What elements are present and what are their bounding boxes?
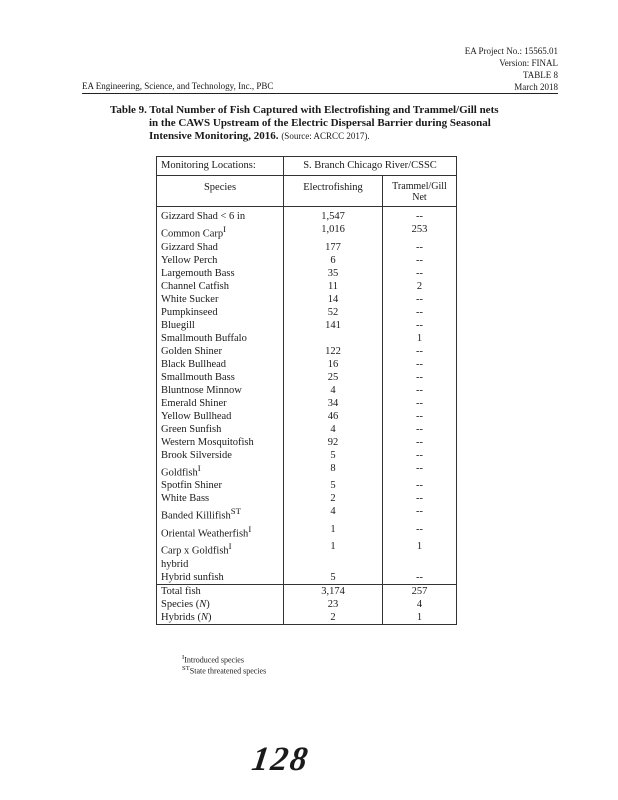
summary-label: Species ( (161, 598, 200, 610)
table-row (157, 479, 457, 492)
species-cell (157, 207, 284, 224)
electrofishing-count: 35 (284, 267, 383, 280)
species-name: Bluegill (161, 319, 195, 331)
footnote-mark-threatened: ST (182, 665, 190, 672)
trammel-gill-count: -- (383, 423, 457, 436)
species-cell (157, 332, 284, 345)
column-header-row (157, 176, 457, 207)
table-reference: TABLE 8 (522, 70, 558, 80)
table-row (157, 223, 457, 241)
electrofishing-count: 2 (284, 492, 383, 505)
species-name: Golden Shiner (161, 345, 222, 357)
table-caption (110, 104, 530, 143)
species-name: Smallmouth Buffalo (161, 332, 247, 344)
species-cell (157, 449, 284, 462)
species-name: Green Sunfish (161, 423, 222, 435)
trammel-gill-count: -- (383, 358, 457, 371)
table-row (157, 462, 457, 480)
table-row (157, 410, 457, 423)
species-name: Bluntnose Minnow (161, 384, 242, 396)
species-cell (157, 540, 284, 571)
species-cell (157, 436, 284, 449)
trammel-gill-count: -- (383, 397, 457, 410)
species-name: White Bass (161, 493, 210, 504)
species-cell (157, 397, 284, 410)
trammel-gill-summary: 1 (383, 611, 457, 625)
table-row (157, 319, 457, 332)
summary-label: Total fish (161, 585, 201, 597)
electrofishing-summary: 23 (284, 598, 383, 611)
electrofishing-count: 177 (284, 241, 383, 254)
species-cell (157, 223, 284, 241)
trammel-gill-count: 1 (383, 540, 457, 571)
species-name: Black Bullhead (161, 358, 227, 370)
header-species: Species (157, 176, 284, 207)
summary-label-cell (157, 598, 284, 611)
species-name-continued: hybrid (161, 558, 189, 570)
table-row (157, 371, 457, 384)
species-name: White Sucker (161, 293, 219, 305)
trammel-gill-count: -- (383, 267, 457, 280)
electrofishing-count: 92 (284, 436, 383, 449)
electrofishing-count: 6 (284, 254, 383, 267)
species-footnote-mark: I (197, 462, 201, 473)
species-cell (157, 410, 284, 423)
summary-label-italic: N (200, 611, 208, 623)
species-cell (157, 267, 284, 280)
location-row (157, 157, 457, 176)
species-name: Spotfin Shiner (161, 480, 222, 491)
electrofishing-count: 5 (284, 571, 383, 585)
species-name: Brook Silverside (161, 449, 232, 461)
species-name: Gizzard Shad < 6 in (161, 211, 246, 222)
species-cell (157, 371, 284, 384)
species-name: Goldfish (161, 467, 198, 478)
table-row (157, 492, 457, 505)
electrofishing-count: 1,547 (284, 207, 383, 224)
summary-label: Hybrids ( (161, 611, 201, 623)
footnote-threatened (182, 664, 266, 677)
table-row (157, 505, 457, 523)
species-name: Yellow Perch (161, 254, 218, 266)
caption-line-3-text: Intensive Monitoring, 2016. (149, 130, 279, 142)
table-row (157, 384, 457, 397)
trammel-gill-summary: 4 (383, 598, 457, 611)
species-cell (157, 505, 284, 523)
species-name: Western Mosquitofish (161, 436, 254, 448)
summary-label-tail: ) (207, 611, 212, 623)
trammel-gill-count: -- (383, 479, 457, 492)
species-footnote-mark: I (228, 541, 232, 551)
summary-row (157, 598, 457, 611)
trammel-gill-count: -- (383, 492, 457, 505)
table-row (157, 358, 457, 371)
project-number: EA Project No.: 15565.01 (464, 46, 558, 56)
species-name: Carp x Goldfish (161, 545, 229, 557)
species-cell (157, 423, 284, 436)
electrofishing-count (284, 332, 383, 345)
table-row (157, 397, 457, 410)
summary-row (157, 584, 457, 598)
species-cell (157, 345, 284, 358)
summary-label-cell (157, 611, 284, 625)
species-name: Common Carp (161, 228, 224, 240)
trammel-gill-count: -- (383, 436, 457, 449)
species-cell (157, 571, 284, 585)
electrofishing-count: 5 (284, 449, 383, 462)
trammel-gill-count: -- (383, 571, 457, 585)
trammel-gill-count: -- (383, 505, 457, 523)
table-row (157, 436, 457, 449)
trammel-gill-count: -- (383, 254, 457, 267)
project-info-block (465, 45, 558, 93)
trammel-gill-count: -- (383, 462, 457, 480)
trammel-gill-count: 1 (383, 332, 457, 345)
species-name: Hybrid sunfish (161, 571, 224, 583)
species-name: Gizzard Shad (161, 241, 218, 253)
caption-source: (Source: ACRCC 2017). (281, 131, 370, 141)
company-name: EA Engineering, Science, and Technology, Inc., PBC (82, 81, 274, 91)
electrofishing-summary: 2 (284, 611, 383, 625)
species-name: Oriental Weatherfish (161, 528, 249, 539)
table-row (157, 306, 457, 319)
species-name: Banded Killifish (161, 510, 231, 522)
trammel-gill-count: -- (383, 449, 457, 462)
species-name: Channel Catfish (161, 280, 229, 292)
trammel-gill-count: -- (383, 345, 457, 358)
table-row (157, 449, 457, 462)
electrofishing-count: 4 (284, 505, 383, 523)
species-footnote-mark: I (223, 224, 227, 234)
header-rule (82, 93, 558, 94)
species-cell (157, 241, 284, 254)
table-row (157, 332, 457, 345)
species-cell (157, 306, 284, 319)
table-row (157, 241, 457, 254)
electrofishing-count: 4 (284, 423, 383, 436)
trammel-gill-count: -- (383, 523, 457, 541)
header-trammel-gill-net: Trammel/Gill Net (383, 176, 457, 207)
summary-label-tail: ) (206, 598, 210, 610)
species-cell (157, 479, 284, 492)
species-cell (157, 280, 284, 293)
electrofishing-count: 1,016 (284, 223, 383, 241)
electrofishing-count: 4 (284, 384, 383, 397)
electrofishing-count: 11 (284, 280, 383, 293)
species-footnote-mark: I (248, 523, 252, 534)
document-date: March 2018 (514, 82, 558, 92)
species-cell (157, 523, 284, 541)
table-row (157, 540, 457, 571)
table-row (157, 523, 457, 541)
trammel-gill-count: -- (383, 410, 457, 423)
document-version: Version: FINAL (499, 58, 558, 68)
species-name: Largemouth Bass (161, 267, 235, 279)
table-row (157, 254, 457, 267)
table-row (157, 423, 457, 436)
species-cell (157, 358, 284, 371)
table-row (157, 345, 457, 358)
species-cell (157, 293, 284, 306)
species-cell (157, 254, 284, 267)
trammel-gill-count: -- (383, 293, 457, 306)
electrofishing-count: 52 (284, 306, 383, 319)
caption-line-3 (110, 130, 530, 143)
electrofishing-count: 16 (284, 358, 383, 371)
species-footnote-mark: ST (230, 506, 241, 516)
species-cell (157, 384, 284, 397)
trammel-gill-count: -- (383, 306, 457, 319)
species-name: Smallmouth Bass (161, 371, 235, 383)
table-row (157, 280, 457, 293)
summary-label-cell (157, 584, 284, 598)
caption-line-1: Table 9. Total Number of Fish Captured with Electrofishing and Trammel/Gill nets (110, 104, 499, 116)
trammel-gill-count: -- (383, 207, 457, 224)
trammel-gill-count: -- (383, 319, 457, 332)
summary-row (157, 611, 457, 625)
electrofishing-count: 34 (284, 397, 383, 410)
trammel-gill-count: 253 (383, 223, 457, 241)
electrofishing-count: 141 (284, 319, 383, 332)
location-label: Monitoring Locations: (157, 157, 284, 176)
table-row (157, 571, 457, 585)
species-cell (157, 462, 284, 480)
electrofishing-count: 25 (284, 371, 383, 384)
header-electrofishing: Electrofishing (284, 176, 383, 207)
electrofishing-count: 8 (284, 462, 383, 480)
fish-capture-table (156, 156, 457, 625)
footnote-introduced-text: Introduced species (184, 655, 244, 665)
electrofishing-summary: 3,174 (284, 584, 383, 598)
summary-label-italic: N (199, 598, 207, 610)
electrofishing-count: 1 (284, 523, 383, 541)
trammel-gill-count: 2 (383, 280, 457, 293)
species-cell (157, 319, 284, 332)
table-row (157, 267, 457, 280)
footnote-mark-introduced: I (182, 654, 185, 661)
electrofishing-count: 46 (284, 410, 383, 423)
location-value: S. Branch Chicago River/CSSC (284, 157, 457, 176)
electrofishing-count: 1 (284, 540, 383, 571)
species-name: Emerald Shiner (161, 397, 227, 409)
species-cell (157, 492, 284, 505)
trammel-gill-count: -- (383, 371, 457, 384)
electrofishing-count: 14 (284, 293, 383, 306)
species-name: Yellow Bullhead (161, 410, 232, 422)
table-row (157, 293, 457, 306)
table-row (157, 207, 457, 224)
footnote-threatened-text: State threatened species (189, 666, 267, 676)
electrofishing-count: 122 (284, 345, 383, 358)
electrofishing-count: 5 (284, 479, 383, 492)
trammel-gill-summary: 257 (383, 584, 457, 598)
trammel-gill-count: -- (383, 384, 457, 397)
trammel-gill-count: -- (383, 241, 457, 254)
caption-line-2: in the CAWS Upstream of the Electric Dispersal Barrier during Seasonal (149, 117, 491, 129)
handwritten-page-number: 128 (249, 741, 312, 778)
species-name: Pumpkinseed (161, 306, 218, 318)
